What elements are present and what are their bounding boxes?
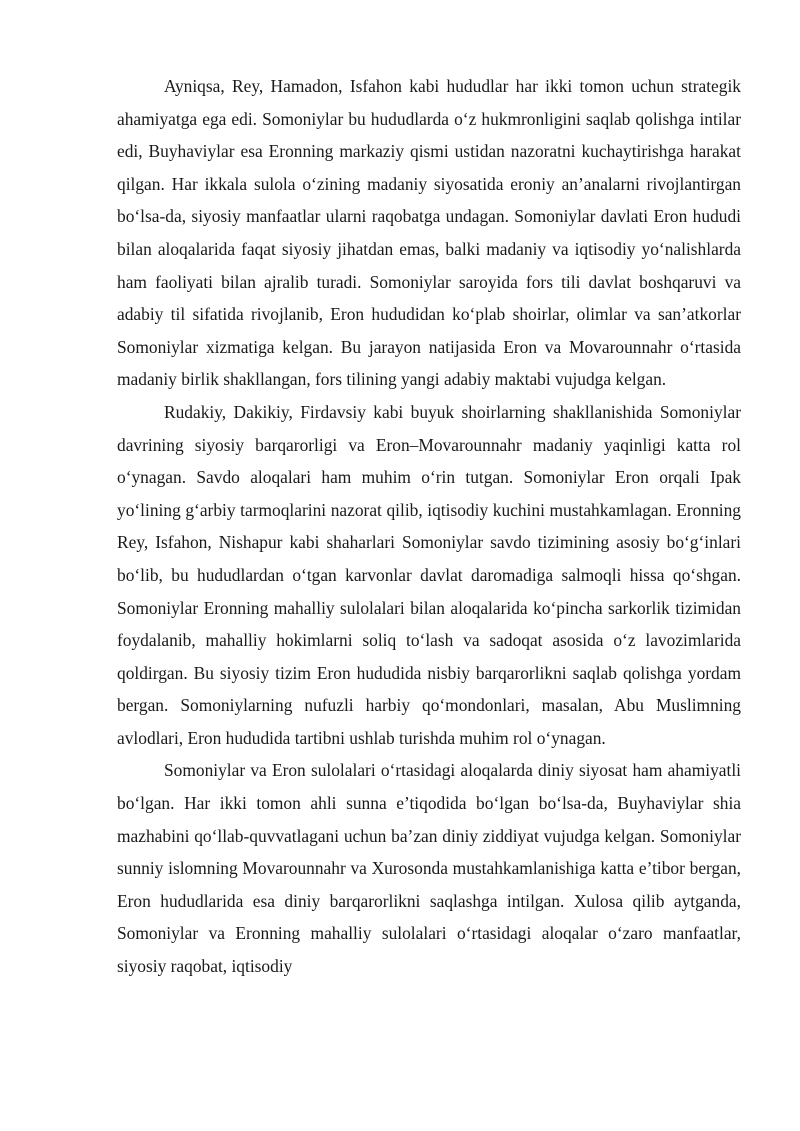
paragraph-1: Ayniqsa, Rey, Hamadon, Isfahon kabi hududlar har ikki tomon uchun strategik ahamiyatga ega edi. Somoniylar bu hududlarda o‘z hukmronligini saqlab qolishga intilar edi, Buyhaviylar esa Eronning markaziy qismi ustidan nazoratni kuchaytirishga harakat qilgan. Har ikkala sulola o‘zining madaniy siyosatida eroniy an’analarni rivojlantirgan bo‘lsa-da, siyosiy manfaatlar ularni raqobatga undagan. Somoniylar davlati Eron hududi bilan aloqalarida faqat siyosiy jihatdan emas, balki madaniy va iqtisodiy yo‘nalishlarda ham faoliyati bilan ajralib turadi. Somoniylar saroyida fors tili davlat boshqaruvi va adabiy til sifatida rivojlanib, Eron hududidan ko‘plab shoirlar, olimlar va san’atkorlar Somoniylar xizmatiga kelgan. Bu jarayon natijasida Eron va Movarounnahr o‘rtasida madaniy birlik shakllangan, fors tilining yangi adabiy maktabi vujudga kelgan. [117, 76, 741, 390]
paragraph-3: Somoniylar va Eron sulolalari o‘rtasidagi aloqalarda diniy siyosat ham ahamiyatli bo‘lgan. Har ikki tomon ahli sunna e’tiqodida bo‘lgan bo‘lsa-da, Buyhaviylar shia mazhabini qo‘llab-quvvatlagani uchun ba’zan diniy ziddiyat vujudga kelgan. Somoniylar sunniy islomning Movarounnahr va Xurosonda mustahkamlanishiga katta e’tibor bergan, Eron hududlarida esa diniy barqarorlikni saqlashga intilgan. Xulosa qilib aytganda, Somoniylar va Eronning mahalliy sulolalari o‘rtasidagi aloqalar o‘zaro manfaatlar, siyosiy raqobat, iqtisodiy [117, 760, 741, 977]
document-page [117, 70, 741, 983]
paragraph-2: Rudakiy, Dakikiy, Firdavsiy kabi buyuk shoirlarning shakllanishida Somoniylar davrining siyosiy barqarorligi va Eron–Movarounnahr madaniy yaqinligi katta rol o‘ynagan. Savdo aloqalari ham muhim o‘rin tutgan. Somoniylar Eron orqali Ipak yo‘lining g‘arbiy tarmoqlarini nazorat qilib, iqtisodiy kuchini mustahkamlagan. Eronning Rey, Isfahon, Nishapur kabi shaharlari Somoniylar savdo tizimining asosiy bo‘g‘inlari bo‘lib, bu hududlardan o‘tgan karvonlar davlat daromadiga salmoqli hissa qo‘shgan. Somoniylar Eronning mahalliy sulolalari bilan aloqalarida ko‘pincha sarkorlik tizimidan foydalanib, mahalliy hokimlarni soliq to‘lash va sadoqat asosida o‘z lavozimlarida qoldirgan. Bu siyosiy tizim Eron hududida nisbiy barqarorlikni saqlab qolishga yordam bergan. Somoniylarning nufuzli harbiy qo‘mondonlari, masalan, Abu Muslimning avlodlari, Eron hududida tartibni ushlab turishda muhim rol o‘ynagan. [117, 401, 741, 748]
